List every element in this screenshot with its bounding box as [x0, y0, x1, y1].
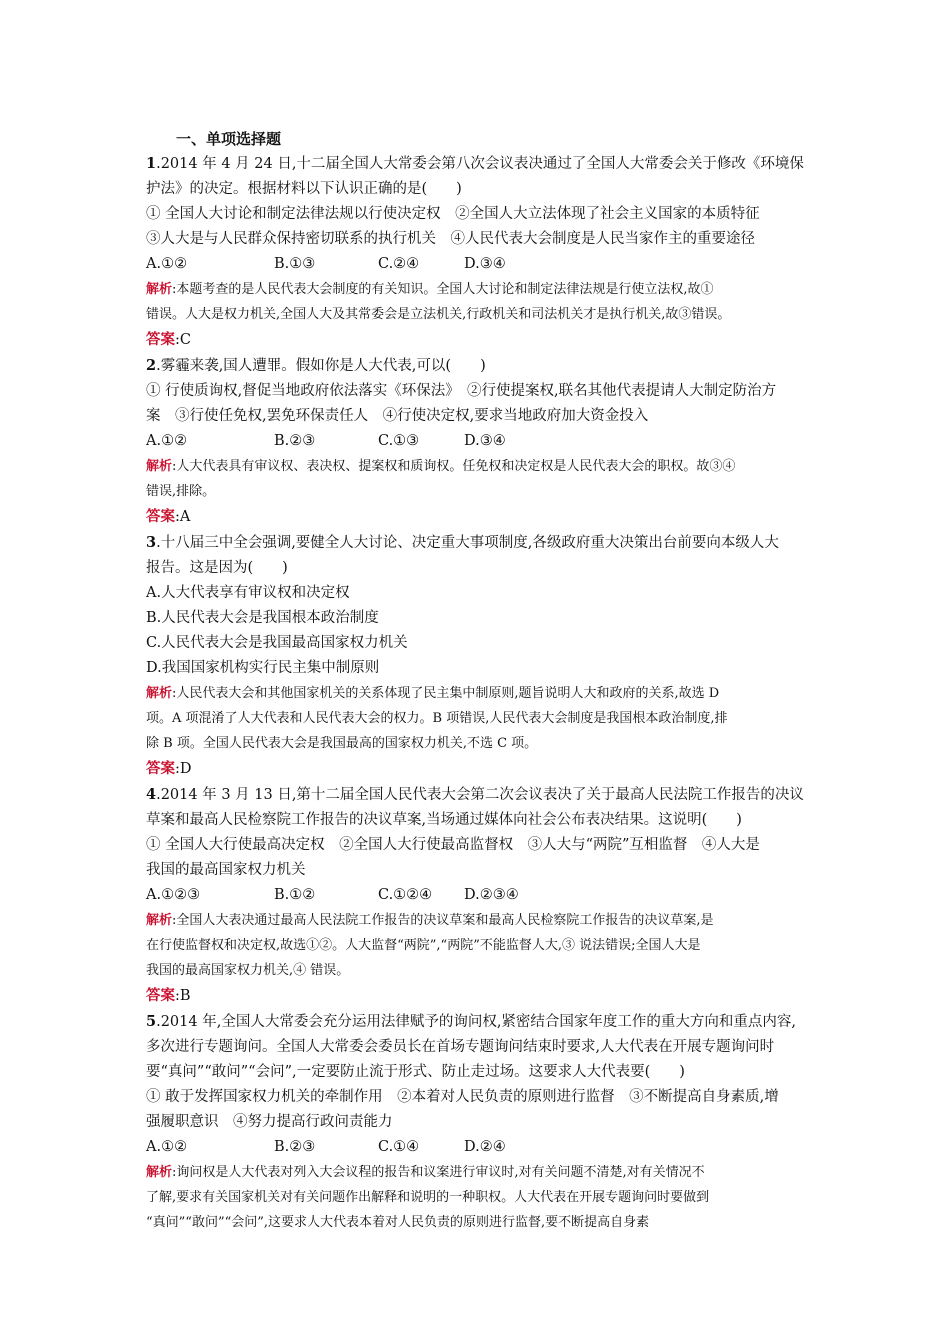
options-row: [146, 883, 826, 908]
question-stem-text: .2014 年,全国人大常委会充分运用法律赋予的询问权,紧密结合国家年度工作的重大方向和重点内容,: [156, 1014, 797, 1030]
option-choice: B.②③: [274, 1139, 316, 1155]
question-block: [146, 782, 826, 1009]
statement-line: ① 全国人大行使最高决定权 ②全国人大行使最高监督权 ③人大与“两院”互相监督 ④人大是: [146, 837, 760, 853]
question-stem-text: 草案和最高人民检察院工作报告的决议草案,当场通过媒体向社会公布表决结果。这说明( ): [146, 812, 742, 828]
question-stem-text: .2014 年 4 月 24 日,十二届全国人大常委会第八次会议表决通过了全国人大常委会关于修改《环境保: [156, 156, 804, 172]
question-stem-text: .雾霾来袭,国人遭罪。假如你是人大代表,可以( ): [156, 358, 486, 374]
statement-line: ① 全国人大讨论和制定法律法规以行使决定权 ②全国人大立法体现了社会主义国家的本质特征: [146, 206, 760, 222]
statement-line: ① 行使质询权,督促当地政府依法落实《环保法》 ②行使提案权,联名其他代表提请人大制定防治方: [146, 383, 777, 399]
question-stem-text: 要“真问”“敢问”“会问”,一定要防止流于形式、防止走过场。这要求人大代表要( ): [146, 1064, 685, 1080]
explanation-text: 我国的最高国家权力机关,④ 错误。: [146, 963, 350, 978]
explanation-label: 解析: [146, 913, 173, 928]
explanation-label: 解析: [146, 459, 173, 474]
option-choice: C.②④: [378, 256, 420, 272]
explanation-line: [146, 706, 826, 731]
explanation-line: [146, 1160, 826, 1185]
answer-value: :C: [175, 332, 191, 348]
question-number: 1: [146, 155, 157, 172]
statement-line: D.我国国家机构实行民主集中制原则: [146, 660, 380, 676]
answer-line: [146, 504, 826, 530]
answer-line: [146, 983, 826, 1009]
statement-line: A.人大代表享有审议权和决定权: [146, 585, 350, 601]
options-row: [146, 252, 826, 277]
answer-label: 答案: [146, 987, 175, 1004]
statement-line: C.人民代表大会是我国最高国家权力机关: [146, 635, 408, 651]
question-stem-line: [146, 151, 826, 177]
option-choice: C.①④: [378, 1139, 420, 1155]
option-choice: A.①②: [146, 1139, 188, 1155]
explanation-text: :本题考查的是人民代表大会制度的有关知识。全国人大讨论和制定法律法规是行使立法权,故①: [172, 282, 714, 297]
question-stem-line: [146, 530, 826, 556]
explanation-text: :人民代表大会和其他国家机关的关系体现了民主集中制原则,题旨说明人大和政府的关系,故选 D: [172, 686, 720, 701]
options-row: [146, 429, 826, 454]
option-choice: D.③④: [464, 256, 506, 272]
explanation-line: [146, 277, 826, 302]
section-title: 一、单项选择题: [176, 130, 282, 148]
question-number: 4: [146, 786, 157, 803]
explanation-text: 错误。人大是权力机关,全国人大及其常委会是立法机关,行政机关和司法机关才是执行机关,故③错误。: [146, 307, 731, 322]
explanation-line: [146, 454, 826, 479]
option-choice: B.①②: [274, 887, 316, 903]
option-choice: A.①②③: [146, 887, 201, 903]
explanation-line: [146, 958, 826, 983]
explanation-text: :人大代表具有审议权、表决权、提案权和质询权。任免权和决定权是人民代表大会的职权。故③④: [172, 459, 736, 474]
statement-line: ③人大是与人民群众保持密切联系的执行机关 ④人民代表大会制度是人民当家作主的重要途径: [146, 231, 755, 247]
explanation-text: 除 B 项。全国人民代表大会是我国最高的国家权力机关,不选 C 项。: [146, 736, 538, 751]
question-number: 2: [146, 357, 157, 374]
answer-line: [146, 327, 826, 353]
explanation-line: [146, 681, 826, 706]
question-number: 5: [146, 1013, 157, 1030]
statement-line: B.人民代表大会是我国根本政治制度: [146, 610, 379, 626]
explanation-text: :全国人大表决通过最高人民法院工作报告的决议草案和最高人民检察院工作报告的决议草案,是: [172, 913, 714, 928]
option-choice: D.②④: [464, 1139, 506, 1155]
answer-line: [146, 756, 826, 782]
question-stem-text: 护法》的决定。根据材料以下认识正确的是( ): [146, 181, 462, 197]
question-number: 3: [146, 534, 157, 551]
question-list: [146, 151, 826, 1235]
explanation-label: 解析: [146, 686, 173, 701]
question-block: [146, 1009, 826, 1235]
explanation-label: 解析: [146, 282, 173, 297]
option-choice: D.③④: [464, 433, 506, 449]
question-block: [146, 151, 826, 353]
question-stem-line: [146, 177, 826, 202]
answer-value: :D: [175, 761, 192, 777]
question-stem-text: 报告。这是因为( ): [146, 560, 288, 576]
question-stem-text: .十八届三中全会强调,要健全人大讨论、决定重大事项制度,各级政府重大决策出台前要向本级人大: [156, 535, 779, 551]
question-stem-line: [146, 556, 826, 581]
question-stem-line: [146, 1009, 826, 1035]
option-choice: A.①②: [146, 256, 188, 272]
explanation-line: [146, 933, 826, 958]
question-stem-text: .2014 年 3 月 13 日,第十二届全国人民代表大会第二次会议表决了关于最高人民法院工作报告的决议: [156, 787, 804, 803]
explanation-line: [146, 302, 826, 327]
question-stem-line: [146, 353, 826, 379]
statement-line: 案 ③行使任免权,罢免环保责任人 ④行使决定权,要求当地政府加大资金投入: [146, 408, 649, 424]
explanation-line: [146, 731, 826, 756]
explanation-line: [146, 1185, 826, 1210]
statement-line: ① 敢于发挥国家权力机关的牵制作用 ②本着对人民负责的原则进行监督 ③不断提高自身素质,增: [146, 1089, 779, 1105]
explanation-text: 了解,要求有关国家机关对有关问题作出解释和说明的一种职权。人大代表在开展专题询问时要做到: [146, 1190, 710, 1205]
options-row: [146, 1135, 826, 1160]
option-choice: B.②③: [274, 433, 316, 449]
answer-label: 答案: [146, 508, 175, 525]
explanation-text: 在行使监督权和决定权,故选①②。人大监督“两院”,“两院”不能监督人大,③ 说法错误;全国人大是: [146, 938, 701, 953]
option-choice: C.①②④: [378, 887, 433, 903]
option-choice: A.①②: [146, 433, 188, 449]
statement-line: 我国的最高国家权力机关: [146, 862, 306, 878]
answer-label: 答案: [146, 760, 175, 777]
question-stem-line: [146, 782, 826, 808]
answer-value: :B: [175, 988, 191, 1004]
explanation-text: 错误,排除。: [146, 484, 216, 499]
question-stem-text: 多次进行专题询问。全国人大常委会委员长在首场专题询问结束时要求,人大代表在开展专题询问时: [146, 1039, 775, 1055]
option-choice: D.②③④: [464, 887, 519, 903]
explanation-line: [146, 1210, 826, 1235]
option-choice: C.①③: [378, 433, 420, 449]
explanation-label: 解析: [146, 1165, 173, 1180]
question-block: [146, 353, 826, 530]
question-block: [146, 530, 826, 782]
statement-line: 强履职意识 ④努力提高行政问责能力: [146, 1114, 393, 1130]
explanation-text: 项。A 项混淆了人大代表和人民代表大会的权力。B 项错误,人民代表大会制度是我国根本政治制度,排: [146, 711, 728, 726]
question-stem-line: [146, 808, 826, 833]
answer-value: :A: [175, 509, 191, 525]
answer-label: 答案: [146, 331, 175, 348]
question-stem-line: [146, 1035, 826, 1060]
explanation-line: [146, 479, 826, 504]
explanation-text: “真问”“敢问”“会问”,这要求人大代表本着对人民负责的原则进行监督,要不断提高自身素: [146, 1215, 650, 1230]
explanation-text: :询问权是人大代表对列入大会议程的报告和议案进行审议时,对有关问题不清楚,对有关情况不: [172, 1165, 705, 1180]
explanation-line: [146, 908, 826, 933]
option-choice: B.①③: [274, 256, 316, 272]
question-stem-line: [146, 1060, 826, 1085]
